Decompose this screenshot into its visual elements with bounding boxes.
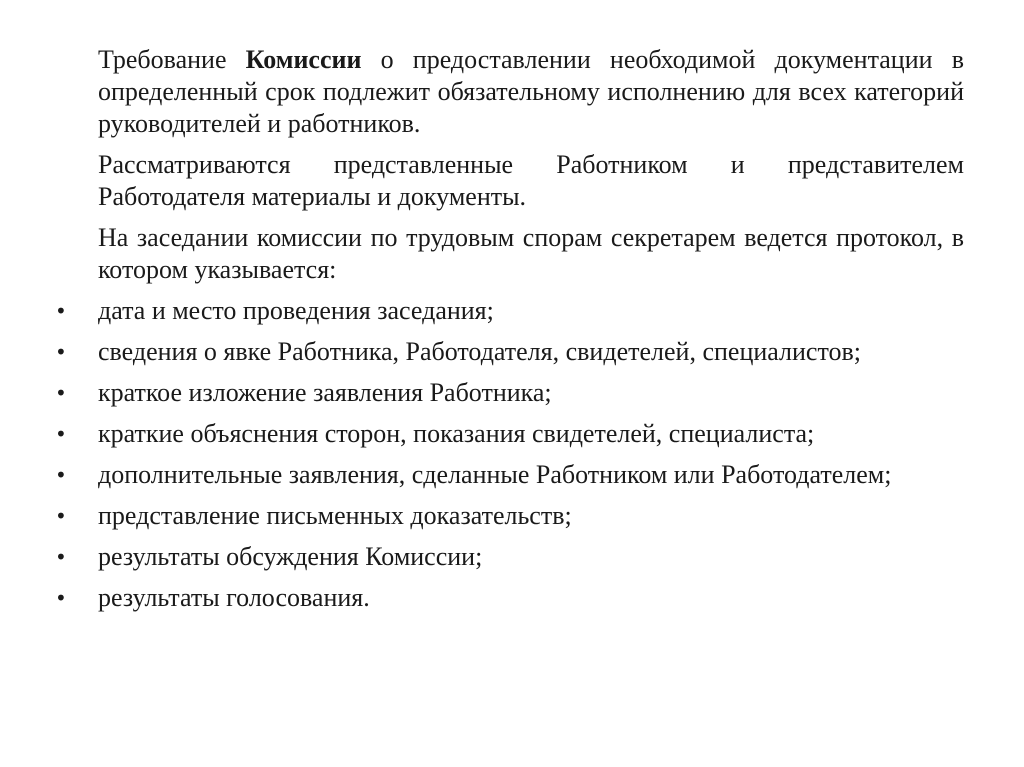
bullet-icon: • <box>55 463 67 487</box>
list-item <box>55 500 964 532</box>
slide-content <box>55 44 964 623</box>
paragraph-lead-text: Требование <box>98 45 246 74</box>
list-item-text: результаты обсуждения Комиссии; <box>98 542 483 571</box>
bullet-icon: • <box>55 340 67 364</box>
list-item <box>55 418 964 450</box>
commission-bold-text: Комиссии <box>245 45 362 74</box>
protocol-items-list <box>55 295 964 614</box>
list-item <box>55 459 964 491</box>
bullet-icon: • <box>55 422 67 446</box>
list-item <box>55 377 964 409</box>
list-item <box>55 541 964 573</box>
list-item-text: краткие объяснения сторон, показания свидетелей, специалиста; <box>98 419 815 448</box>
list-item-text: результаты голосования. <box>98 583 370 612</box>
paragraph-protocol-intro: На заседании комиссии по трудовым спорам секретарем ведется протокол, в котором указывается: <box>98 223 964 284</box>
list-item-text: представление письменных доказательств; <box>98 501 572 530</box>
bullet-icon: • <box>55 504 67 528</box>
bullet-icon: • <box>55 299 67 323</box>
list-item <box>55 336 964 368</box>
list-item-text: дата и место проведения заседания; <box>98 296 494 325</box>
list-item-text: краткое изложение заявления Работника; <box>98 378 552 407</box>
list-item <box>55 295 964 327</box>
list-item <box>55 582 964 614</box>
bullet-icon: • <box>55 545 67 569</box>
bullet-icon: • <box>55 381 67 405</box>
paragraph-commission-requirement <box>98 44 964 140</box>
bullet-icon: • <box>55 586 67 610</box>
paragraph-materials-reviewed: Рассматриваются представленные Работником и представителем Работодателя материалы и документы. <box>98 150 964 211</box>
list-item-text: сведения о явке Работника, Работодателя, свидетелей, специалистов; <box>98 337 861 366</box>
list-item-text: дополнительные заявления, сделанные Работником или Работодателем; <box>98 460 892 489</box>
paragraph-rest-text: о предоставлении необходимой документации в определенный срок подлежит обязательному исполнению для всех категорий руководителей и работников. <box>98 45 964 138</box>
